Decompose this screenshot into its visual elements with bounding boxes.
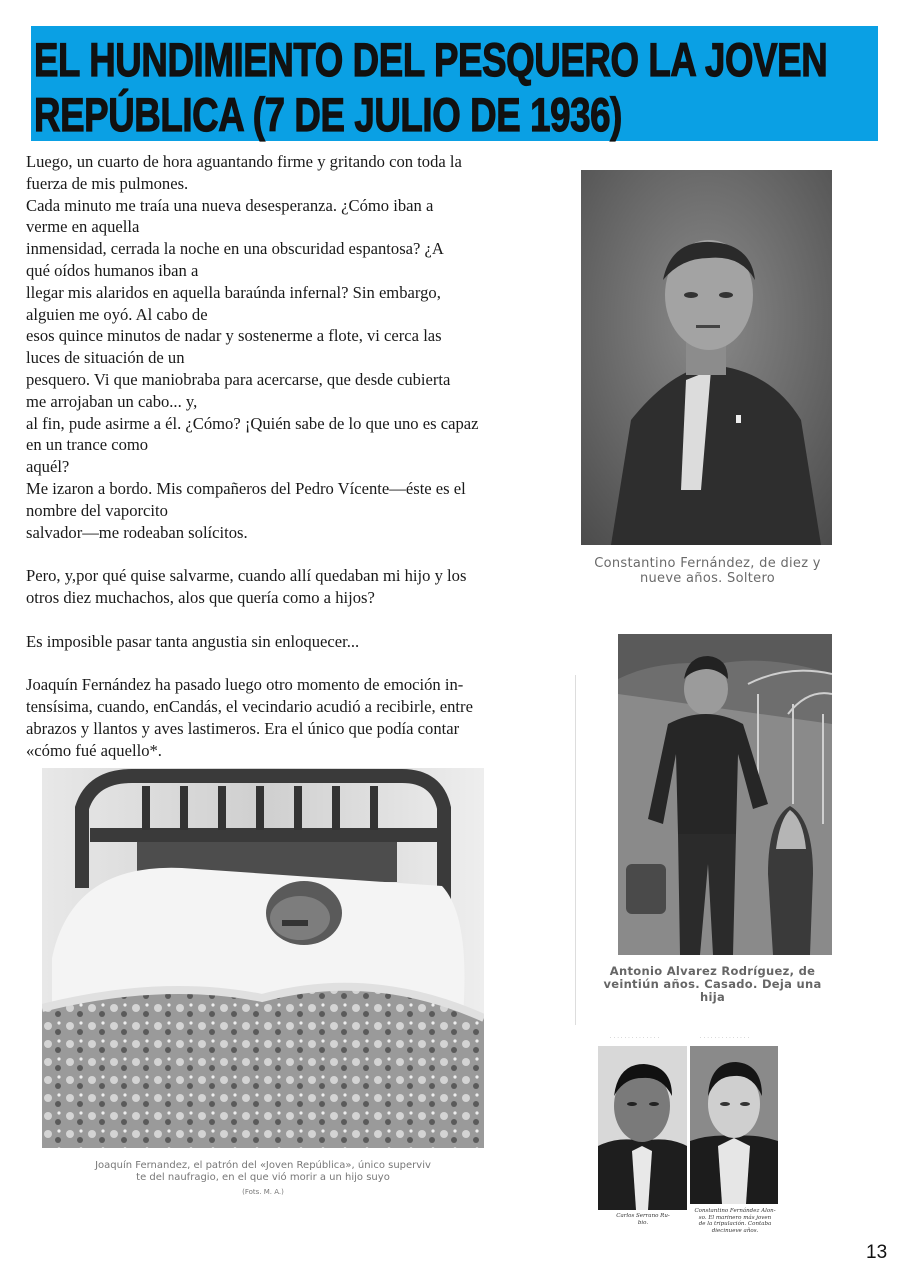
caption-antonio [585, 965, 840, 1004]
caption-line: so. El marinero más joven [698, 1214, 772, 1221]
clipping-header-right: · · · · · · · · · · · · · · [700, 1036, 750, 1041]
article-line: nombre del vaporcito [26, 500, 168, 520]
article-line: luces de situación de un [26, 348, 185, 368]
caption-line: hija [699, 990, 726, 1004]
caption-line: veintiún años. Casado. Deja una [603, 977, 822, 991]
caption-constantino [575, 557, 840, 586]
clipping-header-left: · · · · · · · · · · · · · · [610, 1036, 660, 1041]
article-line: llegar mis alaridos en aquella baraúnda infernal? Sin embargo, [26, 282, 441, 302]
article-line: esos quince minutos de nadar y sostenerme a flote, vi cerca las [26, 326, 442, 346]
article-line: «cómo fué aquello*. [26, 740, 162, 760]
article-line: Pero, y,por qué quise salvarme, cuando allí quedaban mi hijo y los [26, 566, 467, 586]
article-line: qué oídos humanos iban a [26, 260, 199, 280]
article-line: aquél? [26, 457, 70, 477]
article-line: Es imposible pasar tanta angustia sin enloquecer... [26, 631, 360, 651]
photo-antonio-sailor [618, 634, 832, 955]
article-line: inmensidad, cerrada la noche en una obscuridad espantosa? ¿A [26, 239, 444, 259]
scan-edge-divider [575, 675, 576, 1025]
article-line: Me izaron a bordo. Mis compañeros del Pedro Vícente—éste es el [26, 478, 466, 498]
photo-carlos-serrano [598, 1046, 687, 1210]
title-line-2: REPÚBLICA (7 DE JULIO DE 1936) [34, 88, 622, 141]
caption-line: bio. [637, 1219, 649, 1226]
article-line: tensísima, cuando, enCandás, el vecindario acudió a recibirle, entre [26, 696, 473, 716]
article-line: me arrojaban un cabo... y, [26, 391, 198, 411]
title-line-1: EL HUNDIMIENTO DEL PESQUERO LA JOVEN [34, 33, 828, 86]
caption-bed-photo [40, 1160, 486, 1198]
caption-carlos-serrano [598, 1213, 688, 1226]
article-body [26, 151, 526, 761]
article-line: fuerza de mis pulmones. [26, 173, 189, 193]
caption-line: de la tripulación. Contaba [698, 1221, 772, 1227]
article-line: alguien me oyó. Al cabo de [26, 304, 208, 324]
caption-line: Constantino Fernández, de diez y [594, 556, 821, 571]
caption-constantino-clipping [690, 1208, 780, 1234]
caption-line: Antonio Alvarez Rodríguez, de [609, 964, 816, 978]
page-number: 13 [866, 1242, 888, 1263]
photo-man-in-bed [42, 768, 484, 1148]
article-line: pesquero. Vi que maniobraba para acercarse, que desde cubierta [26, 369, 451, 389]
photo-credit: (Fots. M. A.) [242, 1188, 284, 1196]
caption-line: Joaquín Fernandez, el patrón del «Joven República», único superviv [95, 1160, 431, 1171]
title-banner [31, 26, 878, 141]
article-line: salvador—me rodeaban solícitos. [26, 522, 248, 542]
article-line: en un trance como [26, 435, 149, 455]
photo-constantino-portrait [581, 170, 832, 545]
article-line: Joaquín Fernández ha pasado luego otro momento de emoción in- [26, 675, 464, 695]
article-line: abrazos y llantos y aves lastimeros. Era el único que podía contar [26, 718, 460, 738]
caption-line: te del naufragio, en el que vió morir a un hijo suyo [136, 1172, 390, 1183]
caption-line: Carlos Serrano Ru- [616, 1213, 670, 1219]
article-line: Luego, un cuarto de hora aguantando firme y gritando con toda la [26, 152, 462, 171]
caption-line: diecinueve años. [711, 1227, 759, 1234]
page-title [34, 32, 827, 142]
article-line: Cada minuto me traía una nueva desesperanza. ¿Cómo iban a [26, 195, 434, 215]
photo-constantino-fernandez-clipping [690, 1046, 778, 1204]
article-line: otros diez muchachos, alos que quería como a hijos? [26, 587, 375, 607]
caption-line: nueve años. Soltero [639, 570, 776, 586]
article-line: verme en aquella [26, 217, 140, 237]
article-line: al fin, pude asirme a él. ¿Cómo? ¡Quién sabe de lo que uno es capaz [26, 413, 479, 433]
caption-line: Constantino Fernández Alon- [694, 1208, 776, 1214]
